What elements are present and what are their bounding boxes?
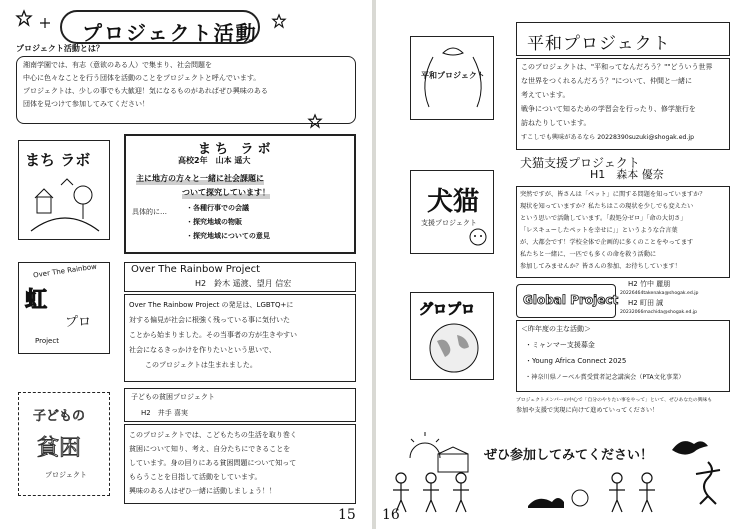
cat-logo-text: 犬猫 (427, 187, 480, 217)
rainbow-logo-frame (18, 262, 110, 354)
poverty-body (124, 424, 356, 504)
cat-line: 「レスキューしたペットを幸せに」」というような合言葉 (520, 227, 678, 234)
globe-icon (427, 321, 481, 375)
machi-specific-label: 具体的に… (132, 208, 167, 216)
poverty-line: しています。身の回りにある貧困問題について知って (129, 459, 297, 467)
cat-logo-frame (410, 170, 494, 254)
rainbow-line: 対する偏見が社会に根強く残っている事に気付いた (129, 316, 290, 324)
animals-illustration-icon (524, 476, 594, 512)
intro-line: 湘南学園では、有志（意欲のある人）で集まり、社会問題を (23, 61, 212, 69)
glopro-closing: 参加や支援で実現に向けて進めていってください！ (516, 407, 659, 414)
peace-line: 訪ねたりしています。 (521, 119, 591, 127)
rainbow-line: このプロジェクトは生まれました。 (145, 361, 257, 369)
peace-line: 戦争について知るための学習会を行ったり、修学旅行を (521, 105, 696, 113)
star-doodle-icon (16, 10, 32, 26)
machi-lead: 主に地方の方々と一緒に社会課題に (136, 174, 264, 183)
poverty-logo-mid: 貧困 (37, 436, 82, 461)
machi-member: 高校2年 山本 遥大 (178, 156, 251, 165)
intro-line: 団体を見つけて参加してみてください！ (23, 100, 149, 108)
dog-face-icon (467, 225, 489, 247)
left-page (0, 0, 372, 529)
glopro-activity: ・神奈川県ノーベル賞受賞者記念講演会（PTA文化事業） (525, 374, 685, 381)
glopro-email: 20226464takenaka@shogak.ed.jp (620, 291, 699, 296)
glopro-logo-frame (410, 292, 494, 380)
header-title: プロジェクト活動 (82, 21, 258, 45)
cat-line: が、大都会です！学校全体で企画的に多くのことをやってます (520, 239, 694, 246)
intro-heading: プロジェクト活動とは？ (16, 44, 104, 53)
poverty-line: もらうことを目指して活動をしています。 (129, 473, 262, 481)
cat-line: 突然ですが、皆さんは「ペット」に関する問題を知っていますか？ (520, 191, 706, 198)
glopro-activity: ・Young Africa Connect 2025 (525, 357, 627, 365)
rainbow-line: 社会になるきっかけを作りたいという思いで、 (129, 346, 276, 354)
poverty-line: 貧困について知り、考え、自分たちにできることを (129, 445, 291, 453)
intro-line: 中心に色々なことを行う団体を活動のことをプロジェクトと呼んでいます。 (23, 74, 261, 82)
machi-item: ・探究地域の物販 (186, 218, 242, 226)
glopro-member: H2 竹中 麗朋 (628, 280, 671, 288)
machi-logo-text: まち ラボ (25, 151, 91, 169)
page-number: 16 (382, 507, 400, 523)
rainbow-title-box (124, 262, 356, 292)
machi-card (124, 134, 356, 254)
intro-line: プロジェクトは、少しの事でも大歓迎！気になるものがあればぜひ興味のある (23, 87, 268, 95)
rainbow-logo-bottom: Project (35, 337, 59, 345)
glopro-email: 20232066machida@shogak.ed.jp (620, 310, 698, 315)
machi-logo-frame (18, 140, 110, 240)
sparkle-doodle-icon (40, 18, 50, 28)
cat-member: H1 森本 優奈 (590, 168, 664, 181)
peace-line: すこしでも興味があるなら 20228390suzuki@shogak.ed.jp (521, 134, 695, 141)
cat-body (516, 186, 730, 278)
rainbow-member: H2 鈴木 遥渡、望月 信宏 (195, 279, 292, 288)
right-page (376, 0, 748, 529)
cat-line: 現状を知っていますか？私たちはこの現状を少しでも変えたい (520, 203, 694, 210)
peace-line: このプロジェクトは、"平和ってなんだろう？""どういう世界 (521, 63, 713, 71)
star-doodle-icon (272, 14, 286, 28)
poverty-logo-bottom: プロジェクト (45, 471, 87, 479)
header-banner (60, 10, 260, 44)
rainbow-logo-pro: プロ (65, 315, 92, 330)
glopro-title: Global Project (523, 293, 619, 307)
machi-item: ・各種行事での会議 (186, 204, 249, 212)
cat-line: 私たちと一緒に、一匹でも多くの命を救う活動に (520, 251, 657, 258)
dancing-figure-icon (688, 456, 728, 506)
poverty-title: 子どもの貧困プロジェクト (131, 393, 215, 401)
page-number: 15 (338, 507, 356, 523)
glopro-activities-heading: ＜昨年度の主な活動＞ (521, 325, 591, 333)
children-illustration-icon (602, 470, 682, 516)
machi-lead: ついて探究しています！ (182, 188, 270, 197)
peace-logo-frame (410, 36, 494, 120)
peace-line: な世界をつくれるんだろう？"について、仲間と一緒に (521, 77, 692, 85)
peace-title-box (516, 22, 730, 56)
star-doodle-icon (308, 114, 322, 128)
rainbow-title: Over The Rainbow Project (131, 264, 261, 275)
children-illustration-icon (386, 470, 536, 516)
glopro-logo-text: グロプロ (419, 302, 475, 318)
intro-box (16, 56, 356, 124)
glopro-member: H2 町田 誠 (628, 299, 664, 307)
rainbow-line: Over The Rainbow Project の発足は、LGBTQ+に (129, 301, 294, 309)
bottom-message: ぜひ参加してみてください！ (484, 448, 654, 463)
poverty-title-box (124, 388, 356, 422)
cat-line: という思いで活動しています。「殺処分ゼロ」「命の大切さ」 (520, 215, 687, 222)
rainbow-body (124, 294, 356, 382)
peace-body (516, 58, 730, 150)
poverty-logo-top: 子どもの (33, 409, 86, 424)
peace-line: 考えています。 (521, 91, 570, 99)
peace-logo-text: 平和プロジェクト (421, 71, 485, 80)
rainbow-logo-top: Over The Rainbow (32, 262, 98, 280)
cat-title: 犬猫支援プロジェクト (520, 156, 640, 170)
school-building-icon (436, 446, 470, 472)
poverty-logo-frame (18, 392, 110, 496)
poverty-line: 興味のある人はぜひ一緒に活動しましょう！！ (129, 487, 276, 495)
machi-item: ・探究地域についての意見 (186, 232, 270, 240)
poverty-member: H2 井手 喜実 (141, 409, 188, 417)
glopro-closing: プロジェクトメンバーの中心で「自分のやりたい事をやって」といて、ぜひあなたの興味も (516, 398, 713, 403)
peace-title: 平和プロジェクト (527, 34, 671, 54)
machi-title: まち ラボ (198, 142, 275, 157)
rainbow-line: ことから始まりました。その当事者の方が生きやすい (129, 331, 297, 339)
rainbow-logo-mid: 虹 (25, 288, 48, 313)
cat-logo-sub: 支援プロジェクト (421, 219, 477, 227)
house-illustration-icon (27, 175, 103, 233)
cat-line: 参加してみませんか？皆さんの参加、お待ちしています！ (520, 263, 681, 270)
poverty-line: このプロジェクトでは、こどもたちの生活を取り巻く (129, 431, 297, 439)
glopro-body (516, 320, 730, 392)
glopro-title-box (516, 284, 619, 318)
glopro-activity: ・ミャンマー支援募金 (525, 341, 595, 349)
